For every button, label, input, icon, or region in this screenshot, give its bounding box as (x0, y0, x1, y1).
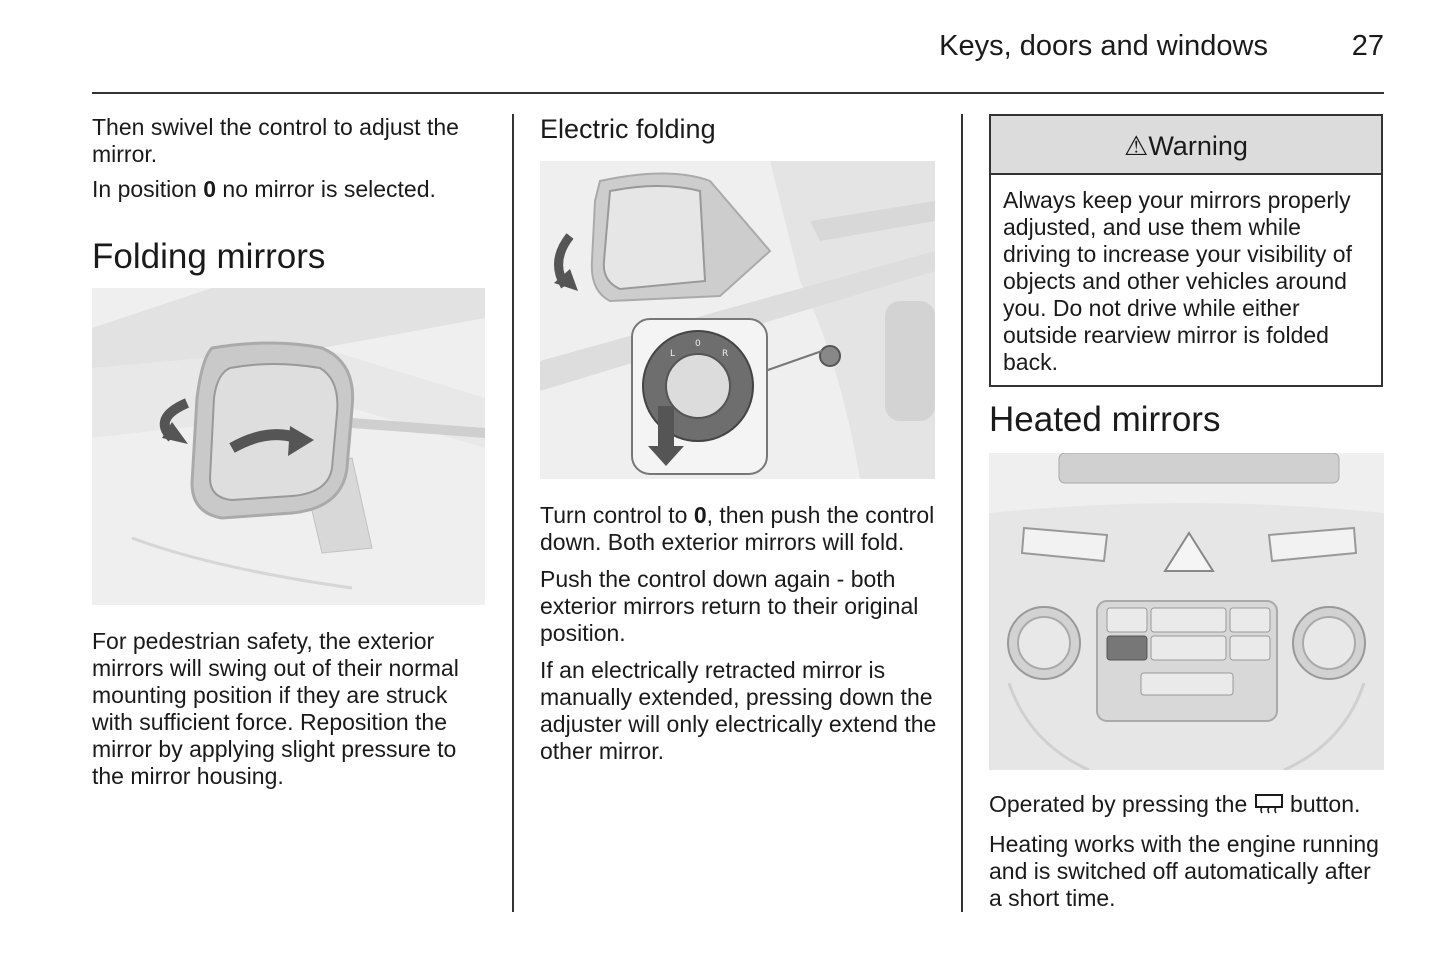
column-middle-lower (540, 502, 940, 775)
knob-label-left: L (670, 349, 676, 359)
column-right-lower (989, 791, 1385, 922)
subsection-heading: Electric folding (540, 114, 716, 144)
folding-mirror-illustration (92, 288, 485, 605)
warning-box (989, 114, 1383, 387)
warning-text: Always keep your mirrors properly adjusted, and use them while driving to increase your visibility of objects and other vehicles around you. Do not drive while either outside rearview mirror is folded back. (1003, 187, 1352, 375)
paragraph: In position 0 no mirror is selected. (92, 176, 436, 202)
warning-title: Warning (1148, 131, 1248, 161)
paragraph: Turn control to 0, then push the control down. Both exterior mirrors will fold. (540, 502, 935, 555)
paragraph: If an electrically retracted mirror is manually extended, pressing down the adjuster will only electrically extend the other mirror. (540, 657, 937, 764)
column-divider (961, 114, 963, 912)
paragraph: Push the control down again - both exterior mirrors return to their original position. (540, 566, 919, 646)
section-heading: Heated mirrors (989, 400, 1221, 439)
knob-label-right: R (722, 349, 729, 359)
column-divider (512, 114, 514, 912)
column-middle (540, 114, 940, 145)
column-left-lower (92, 628, 492, 800)
paragraph: Then swivel the control to adjust the mirror. (92, 114, 459, 167)
column-right (989, 400, 1385, 440)
electric-folding-illustration (540, 161, 935, 479)
section-heading: Folding mirrors (92, 237, 326, 276)
page-number: 27 (1351, 30, 1384, 62)
heated-mirror-icon (1254, 793, 1284, 821)
page-header (92, 28, 1384, 94)
section-title: Keys, doors and windows (939, 30, 1268, 62)
paragraph: For pedestrian safety, the exterior mirrors will swing out of their normal mounting position if they are struck with sufficient force. Reposition the mirror by applying slight pressure to the mirror housing. (92, 628, 459, 789)
warning-icon: ⚠ (1124, 131, 1149, 161)
paragraph: Heating works with the engine running and is switched off automatically after a short time. (989, 831, 1379, 911)
column-left (92, 114, 492, 277)
paragraph: Operated by pressing the button. (989, 791, 1385, 821)
heated-mirrors-illustration (989, 453, 1384, 770)
knob-label-zero: 0 (695, 339, 701, 349)
warning-header (991, 116, 1381, 175)
